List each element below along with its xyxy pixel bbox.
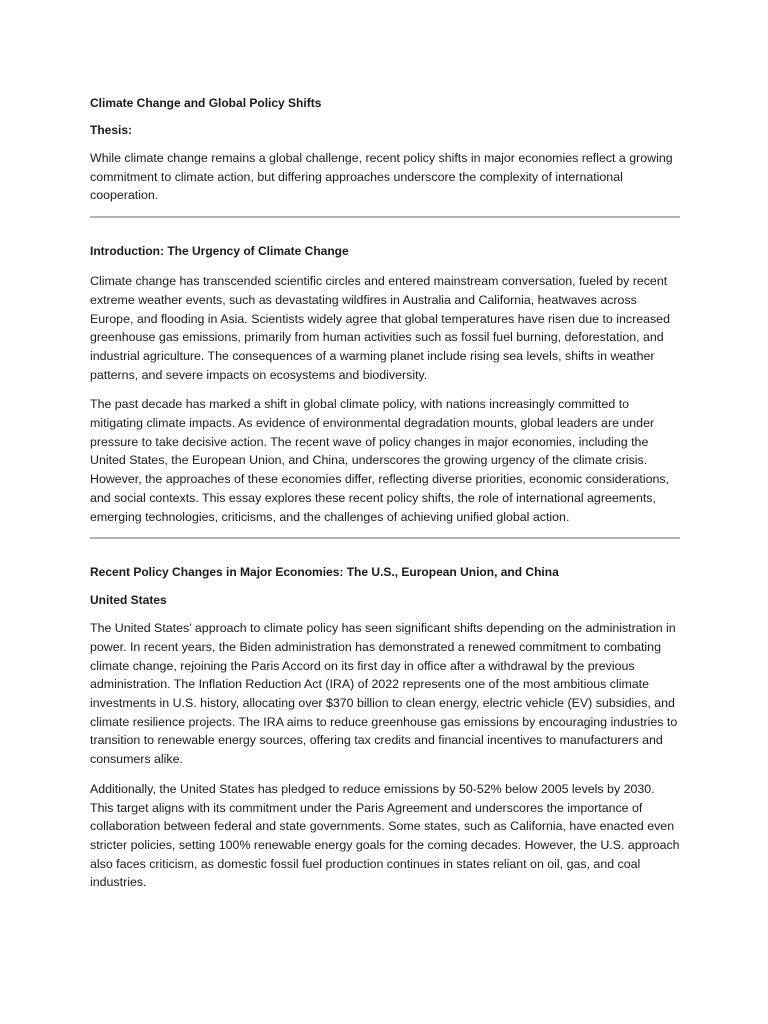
thesis-text: While climate change remains a global challenge, recent policy shifts in major economies reflect a growing commitment to climate action, but differing approaches underscore the complexity of international cooperation. [90, 151, 673, 203]
united-states-paragraph-1: The United States’ approach to climate policy has seen significant shifts depending on the administration in power. In recent years, the Biden administration has demonstrated a renewed commitment to combating climate change, rejoining the Paris Accord on its first day in office after a withdrawal by the previous administration. The Inflation Reduction Act (IRA) of 2022 represents one of the most ambitious climate investments in U.S. history, allocating over $370 billion to clean energy, electric vehicle (EV) subsidies, and climate resilience projects. The IRA aims to reduce greenhouse gas emissions by encouraging industries to transition to renewable energy sources, offering tax credits and financial incentives to manufacturers and consumers alike. [90, 621, 678, 767]
introduction-section [90, 242, 680, 526]
document-page [90, 94, 680, 903]
recent-policy-heading: Recent Policy Changes in Major Economies: The U.S., European Union, and China [90, 565, 559, 580]
section-divider [90, 537, 680, 539]
united-states-paragraph-2: Additionally, the United States has pledged to reduce emissions by 50-52% below 2005 levels by 2030. This target aligns with its commitment under the Paris Agreement and underscores the importance of collaboration between federal and state governments. Some states, such as California, have enacted even stricter policies, setting 100% renewable energy goals for the coming decades. However, the U.S. approach also faces criticism, as domestic fossil fuel production continues in states reliant on oil, gas, and coal industries. [90, 781, 680, 890]
united-states-heading: United States [90, 593, 167, 608]
introduction-heading: Introduction: The Urgency of Climate Change [90, 244, 349, 259]
introduction-paragraph-1: Climate change has transcended scientific circles and entered mainstream conversation, fueled by recent extreme weather events, such as devastating wildfires in Australia and California, heatwaves across Europe, and flooding in Asia. Scientists widely agree that global temperatures have risen due to increased greenhouse gas emissions, primarily from human activities such as fossil fuel burning, deforestation, and industrial agriculture. The consequences of a warming planet include rising sea levels, shifts in weather patterns, and severe impacts on ecosystems and biodiversity. [90, 274, 670, 382]
document-title: Climate Change and Global Policy Shifts [90, 96, 322, 110]
introduction-paragraph-2: The past decade has marked a shift in global climate policy, with nations increasingly committed to mitigating climate impacts. As evidence of environmental degradation mounts, global leaders are under pressure to take decisive action. The recent wave of policy changes in major economies, including the United States, the European Union, and China, underscores the growing urgency of the climate crisis. However, the approaches of these economies differ, reflecting diverse priorities, economic considerations, and social contexts. This essay explores these recent policy shifts, the role of international agreements, emerging technologies, criticisms, and the challenges of achieving unified global action. [90, 397, 669, 524]
recent-policy-section [90, 563, 680, 892]
thesis-heading: Thesis: [90, 123, 133, 137]
section-divider [90, 216, 680, 218]
